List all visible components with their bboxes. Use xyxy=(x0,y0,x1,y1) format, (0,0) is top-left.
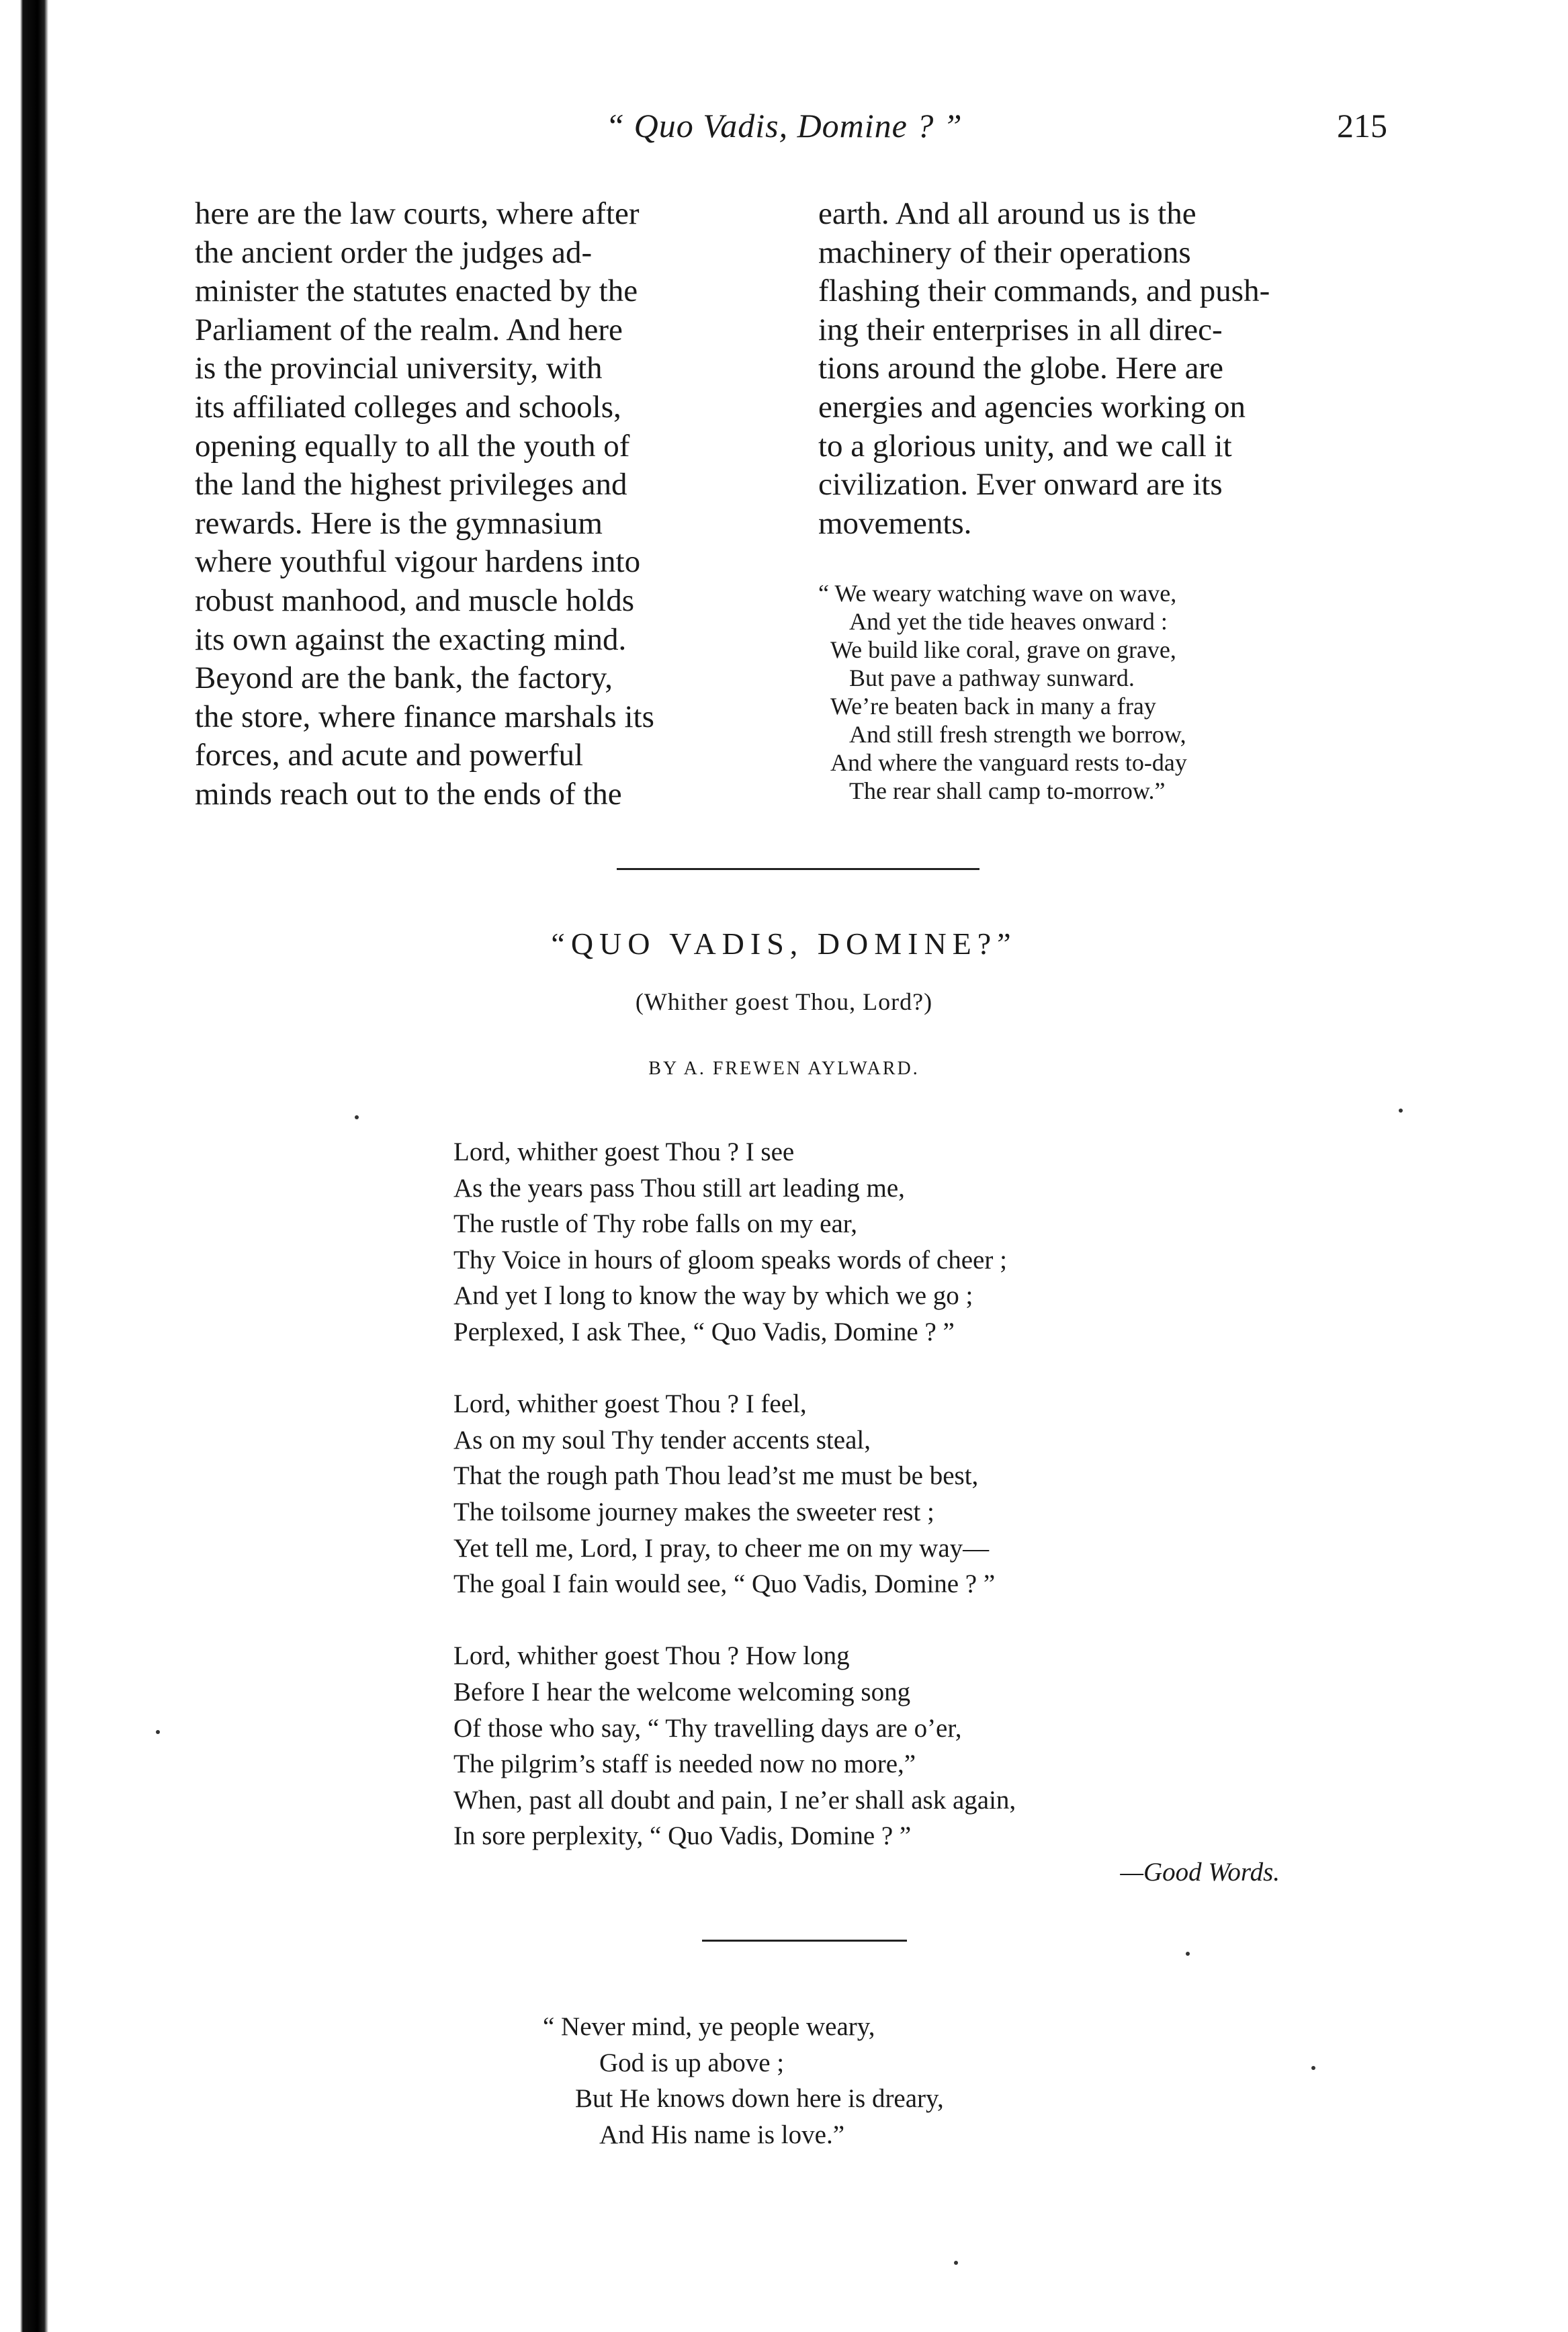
prose-line: machinery of their operations xyxy=(818,234,1191,270)
prose-line: the store, where finance marshals its xyxy=(195,699,654,734)
poem-line: In sore perplexity, “ Quo Vadis, Domine ? ” xyxy=(453,1821,912,1851)
poem-stanza xyxy=(453,1134,1280,1350)
prose-line: Parliament of the realm. And here xyxy=(195,312,623,347)
poem-line: Lord, whither goest Thou ? I see xyxy=(453,1137,795,1166)
poem-line: As the years pass Thou still art leading me, xyxy=(453,1173,905,1203)
poem-stanza xyxy=(453,1638,1280,1854)
prose-line: energies and agencies working on xyxy=(818,389,1246,425)
prose-line: to a glorious unity, and we call it xyxy=(818,428,1232,464)
poem-line: Perplexed, I ask Thee, “ Quo Vadis, Domine ? ” xyxy=(453,1317,955,1346)
poem-stanza xyxy=(453,1386,1280,1602)
prose-line: forces, and acute and powerful xyxy=(195,738,584,773)
verse-line: And His name is love.” xyxy=(599,2120,845,2149)
prose-line: opening equally to all the youth of xyxy=(195,428,630,464)
verse-line: “ Never mind, ye people weary, xyxy=(543,2012,875,2041)
prose-line: earth. And all around us is the xyxy=(818,196,1196,231)
prose-line: where youthful vigour hardens into xyxy=(195,544,641,580)
prose-line: its own against the exacting mind. xyxy=(195,621,627,657)
poem-line: The rustle of Thy robe falls on my ear, xyxy=(453,1209,857,1239)
print-speck xyxy=(954,2261,958,2265)
prose-line: movements. xyxy=(818,505,972,541)
prose-line: Beyond are the bank, the factory, xyxy=(195,660,613,696)
verse-line: But pave a pathway sunward. xyxy=(849,664,1135,692)
prose-line: robust manhood, and muscle holds xyxy=(195,582,635,618)
page-number: 215 xyxy=(1337,107,1387,144)
poem-byline: BY A. FREWEN AYLWARD. xyxy=(648,1058,920,1079)
poem-line: When, past all doubt and pain, I ne’er shall ask again, xyxy=(453,1785,1016,1815)
prose-line: ing their enterprises in all direc- xyxy=(818,312,1223,347)
poem-title: “QUO VADIS, DOMINE?” xyxy=(551,926,1017,961)
poem-line: The pilgrim’s staff is needed now no more,” xyxy=(453,1750,916,1779)
section-divider xyxy=(617,868,979,870)
prose-line: flashing their commands, and push- xyxy=(818,273,1270,309)
verse-line: “ We weary watching wave on wave, xyxy=(818,580,1177,607)
poem-attribution: —Good Words. xyxy=(1120,1857,1280,1887)
verse-line: And yet the tide heaves onward : xyxy=(849,608,1168,636)
poem-line: And yet I long to know the way by which we go ; xyxy=(453,1281,973,1311)
prose-line: tions around the globe. Here are xyxy=(818,351,1223,386)
section-divider xyxy=(702,1940,907,1942)
prose-line: is the provincial university, with xyxy=(195,351,603,386)
page-binding-edge xyxy=(0,0,48,2332)
prose-line: rewards. Here is the gymnasium xyxy=(195,505,603,541)
print-speck xyxy=(355,1115,359,1119)
verse-line: We’re beaten back in many a fray xyxy=(830,693,1156,720)
verse-line: God is up above ; xyxy=(599,2048,785,2077)
verse-line: But He knows down here is dreary, xyxy=(575,2084,944,2114)
poem-line: Lord, whither goest Thou ? I feel, xyxy=(453,1389,807,1419)
closing-verse xyxy=(543,2009,1147,2153)
verse-line: We build like coral, grave on grave, xyxy=(830,636,1176,664)
running-title: “ Quo Vadis, Domine ? ” xyxy=(605,107,963,144)
prose-column-left xyxy=(195,195,773,814)
print-speck xyxy=(156,1730,160,1734)
verse-line: The rear shall camp to-morrow.” xyxy=(849,777,1166,805)
prose-line: the land the highest privileges and xyxy=(195,467,627,503)
poem-line: Lord, whither goest Thou ? How long xyxy=(453,1641,850,1671)
poem-line: That the rough path Thou lead’st me must be best, xyxy=(453,1461,979,1491)
prose-line: the ancient order the judges ad- xyxy=(195,234,593,270)
prose-line: here are the law courts, where after xyxy=(195,196,640,231)
prose-line: its affiliated colleges and schools, xyxy=(195,389,621,425)
poem-line: Thy Voice in hours of gloom speaks words of cheer ; xyxy=(453,1245,1007,1275)
prose-line: minds reach out to the ends of the xyxy=(195,776,622,812)
poem-line: The goal I fain would see, “ Quo Vadis, Domine ? ” xyxy=(453,1569,996,1599)
verse-line: And still fresh strength we borrow, xyxy=(849,721,1186,748)
poem-line: The toilsome journey makes the sweeter rest ; xyxy=(453,1497,934,1526)
poem-line: Of those who say, “ Thy travelling days are o’er, xyxy=(453,1713,962,1743)
poem-line: Yet tell me, Lord, I pray, to cheer me on my way— xyxy=(453,1533,990,1563)
quoted-verse xyxy=(818,579,1396,805)
prose-line: minister the statutes enacted by the xyxy=(195,273,638,309)
prose-line: civilization. Ever onward are its xyxy=(818,467,1223,503)
prose-column-right xyxy=(818,195,1396,805)
print-speck xyxy=(1311,2066,1315,2070)
poem-line: As on my soul Thy tender accents steal, xyxy=(453,1425,871,1455)
poem-subtitle: (Whither goest Thou, Lord?) xyxy=(635,988,933,1015)
poem-line: Before I hear the welcome welcoming song xyxy=(453,1677,911,1707)
poem-body xyxy=(453,1134,1280,1890)
print-speck xyxy=(1399,1109,1403,1113)
print-speck xyxy=(1186,1952,1190,1956)
verse-line: And where the vanguard rests to-day xyxy=(830,749,1187,777)
